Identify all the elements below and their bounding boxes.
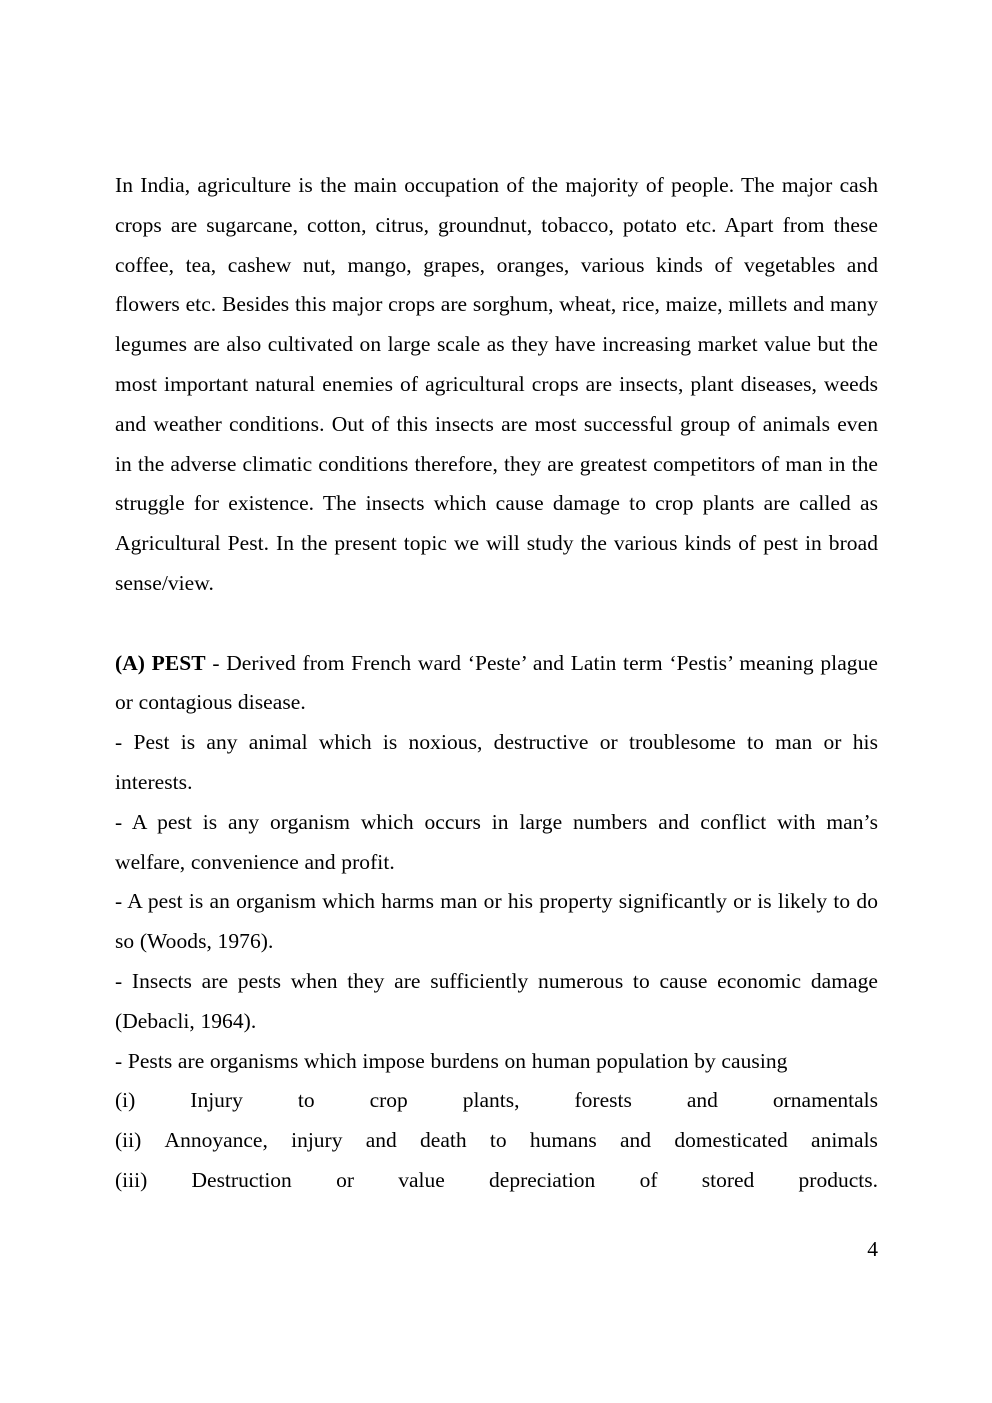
definition-item: - Pest is any animal which is noxious, destructive or troublesome to man or his interests. bbox=[115, 730, 878, 794]
enumerated-marker: (ii) bbox=[115, 1128, 142, 1153]
section-a-heading-continuation: - Derived from French ward ‘Peste’ and Latin term ‘Pestis’ meaning plague or contagious disease. bbox=[115, 650, 878, 715]
page-number: 4 bbox=[867, 1237, 878, 1261]
enumerated-word: of bbox=[639, 1167, 658, 1192]
enumerated-word: to bbox=[489, 1128, 507, 1153]
enumerated-word: Injury bbox=[190, 1088, 243, 1113]
enumerated-word: Annoyance, bbox=[164, 1128, 268, 1153]
enumerated-word: stored bbox=[701, 1167, 755, 1192]
enumerated-word: ornamentals bbox=[772, 1088, 878, 1113]
enumerated-word: depreciation bbox=[489, 1167, 596, 1192]
definition-item: - A pest is any organism which occurs in large numbers and conflict with man’s welfare, convenience and profit. bbox=[115, 809, 878, 874]
enumerated-item-i bbox=[115, 1081, 878, 1121]
definition-item: - A pest is an organism which harms man or his property significantly or is likely to do so (Woods, 1976). bbox=[115, 889, 878, 954]
page-content bbox=[115, 166, 878, 1201]
section-a-paragraph bbox=[115, 644, 878, 724]
enumerated-item-iii bbox=[115, 1161, 878, 1201]
enumerated-marker: (i) bbox=[115, 1088, 136, 1113]
enumerated-word: and bbox=[686, 1088, 718, 1113]
enumerated-word: value bbox=[398, 1167, 445, 1192]
intro-paragraph: In India, agriculture is the main occupation of the majority of people. The major cash crops are sugarcane, cotton, citrus, groundnut, tobacco, potato etc. Apart from these coffee, tea, cashew nut, mango, grapes, oranges, various kinds of vegetables and flowers etc. Besides this major crops are sorghum, wheat, rice, maize, millets and many legumes are also cultivated on large scale as they have increasing market value but the most important natural enemies of agricultural crops are insects, plant diseases, weeds and weather conditions. Out of this insects are most successful group of animals even in the adverse climatic conditions therefore, they are greatest competitors of man in the struggle for existence. The insects which cause damage to crop plants are called as Agricultural Pest. In the present topic we will study the various kinds of pest in broad sense/view. bbox=[115, 173, 878, 595]
enumerated-word: products. bbox=[798, 1167, 878, 1192]
enumerated-word: humans bbox=[529, 1128, 597, 1153]
section-a-heading: (A) PEST bbox=[115, 650, 206, 675]
enumerated-word: death bbox=[420, 1128, 467, 1153]
enumerated-marker: (iii) bbox=[115, 1167, 148, 1192]
enumerated-word: forests bbox=[574, 1088, 632, 1113]
enumerated-word: and bbox=[620, 1128, 652, 1153]
enumerated-word: injury bbox=[291, 1128, 343, 1153]
enumerated-word: Destruction bbox=[191, 1167, 292, 1192]
definition-item: - Insects are pests when they are sufficiently numerous to cause economic damage (Debacli, 1964). bbox=[115, 968, 878, 1033]
enumerated-word: to bbox=[297, 1088, 315, 1113]
enumerated-word: domesticated bbox=[674, 1128, 788, 1153]
enumerated-word: animals bbox=[811, 1128, 878, 1153]
enumerated-word: plants, bbox=[462, 1088, 520, 1113]
enumerated-word: or bbox=[336, 1167, 354, 1192]
enumerated-item-ii bbox=[115, 1121, 878, 1161]
enumerated-word: crop bbox=[369, 1088, 408, 1113]
enumerated-word: and bbox=[365, 1128, 397, 1153]
definition-item: - Pests are organisms which impose burdens on human population by causing bbox=[115, 1048, 788, 1073]
